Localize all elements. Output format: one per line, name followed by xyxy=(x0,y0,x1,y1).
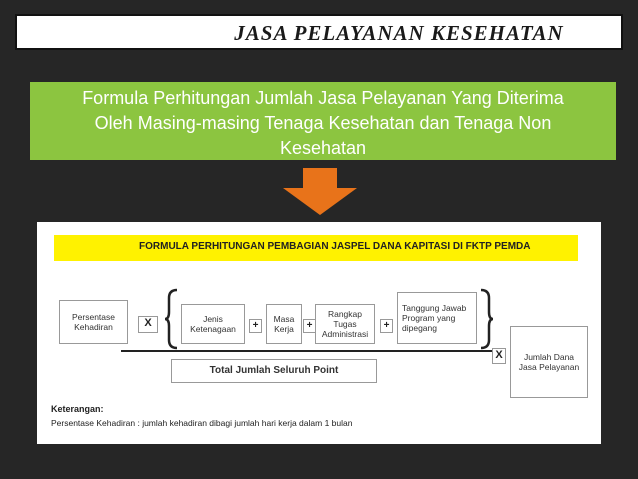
down-arrow-icon xyxy=(283,168,357,216)
plus-sign-3: + xyxy=(380,319,393,333)
formula-figure xyxy=(37,222,601,444)
rangkap-line-1: Rangkap xyxy=(327,309,362,319)
tanggung-line-1: Tanggung Jawab xyxy=(402,303,467,313)
multiply-sign-2: X xyxy=(492,348,506,364)
jumlah-line-1: Jumlah Dana xyxy=(523,352,575,362)
fraction-line xyxy=(121,350,493,352)
persentase-line-1: Persentase xyxy=(72,312,115,322)
keterangan-label: Keterangan: xyxy=(51,404,104,414)
jumlah-dana-box xyxy=(510,326,588,398)
masa-line-2: Kerja xyxy=(274,324,294,334)
masa-line-1: Masa xyxy=(273,314,295,324)
tanggung-jawab-box xyxy=(397,292,477,344)
formula-header xyxy=(54,235,578,261)
multiply-sign-1: X xyxy=(138,316,158,333)
jenis-ketenagaan-box xyxy=(181,304,245,344)
subtitle-box xyxy=(30,82,616,160)
keterangan-text: Persentase Kehadiran : jumlah kehadiran dibagi jumlah hari kerja dalam 1 bulan xyxy=(51,418,353,428)
masa-kerja-box xyxy=(266,304,302,344)
right-brace-icon xyxy=(479,288,493,350)
total-point-box: Total Jumlah Seluruh Point xyxy=(171,359,377,383)
persentase-kehadiran-box xyxy=(59,300,128,344)
tanggung-line-2: Program yang xyxy=(402,313,456,323)
title-bar xyxy=(15,14,623,50)
jenis-line-1: Jenis xyxy=(203,314,223,324)
jenis-line-2: Ketenagaan xyxy=(190,324,236,334)
subtitle-line-3: Kesehatan xyxy=(279,138,367,158)
slide-title: JASA PELAYANAN KESEHATAN xyxy=(234,21,564,45)
tanggung-line-3: dipegang xyxy=(402,323,437,333)
subtitle-line-2: Oleh Masing-masing Tenaga Kesehatan dan Tenaga Non xyxy=(94,113,552,133)
subtitle-line-1: Formula Perhitungan Jumlah Jasa Pelayanan Yang Diterima xyxy=(82,88,564,108)
persentase-line-2: Kehadiran xyxy=(74,322,113,332)
plus-sign-1: + xyxy=(249,319,262,333)
rangkap-tugas-box xyxy=(315,304,375,344)
jumlah-line-2: Jasa Pelayanan xyxy=(518,362,580,372)
rangkap-line-2: Tugas xyxy=(333,319,357,329)
rangkap-line-3: Administrasi xyxy=(321,329,369,339)
plus-sign-2: + xyxy=(303,319,316,333)
formula-header-text: FORMULA PERHITUNGAN PEMBAGIAN JASPEL DANA KAPITASI DI FKTP PEMDA xyxy=(139,241,531,252)
left-brace-icon xyxy=(165,288,179,350)
